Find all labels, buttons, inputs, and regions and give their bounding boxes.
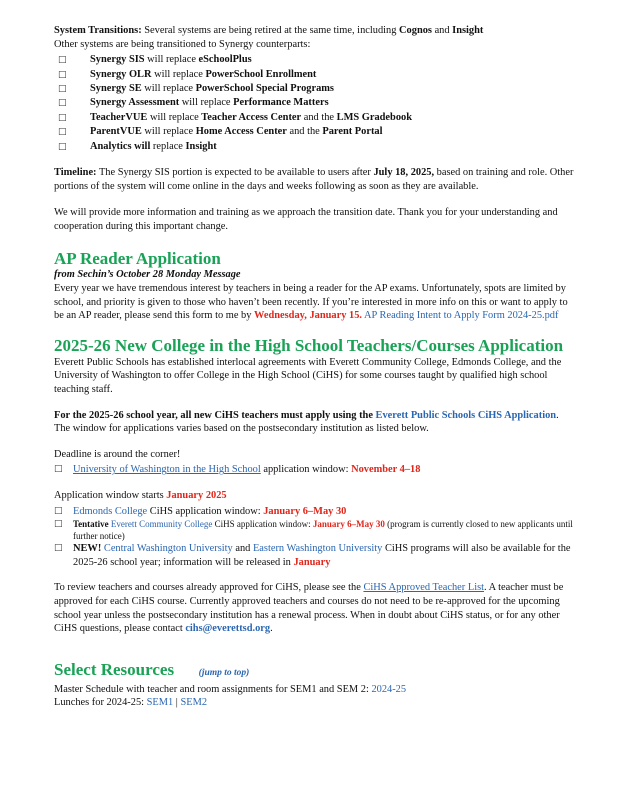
cihs-heading: 2025-26 New College in the High School Teachers/Courses Application (54, 335, 564, 355)
uw-window-text: application window: (260, 464, 352, 476)
review-text: To review teachers and courses already approved for CiHS, please see the (54, 582, 364, 594)
edmonds-link[interactable]: Edmonds College (73, 505, 148, 517)
timeline-text-2: based on training and role. Other portions of the system will come online in the days and weeks following as soon as they are available. (54, 167, 574, 192)
system-old: Insight (185, 140, 217, 152)
list-item (54, 463, 574, 477)
resources-heading-row (54, 660, 574, 683)
approved-list-link[interactable]: CiHS Approved Teacher List (363, 582, 485, 594)
transitions-text: Several systems are being retired at the same time, including (141, 25, 400, 36)
ap-source: from Sechin’s October 28 Monday Message (54, 269, 241, 281)
cihs-intro: Everett Public Schools has established interlocal agreements with Everett Community College, Edmonds College, and the University of Washington to offer College in the High School (CiHS) for some courses taught by qualified high school teaching staff. (54, 356, 562, 395)
review-text-2: . A teacher must be approved for each CiHS course. Currently approved teachers and courses do not need to be re-approved for the upcoming school year unless the postsecondary institution has a renewal process. When in doubt about CiHS status, or for any other CiHS questions, please contact (54, 582, 564, 635)
square-bullet-icon: □ (58, 127, 67, 138)
system-new: Synergy SIS (90, 54, 145, 66)
system-old: PowerSchool Enrollment (205, 68, 317, 80)
square-bullet-icon: □ (58, 98, 67, 109)
square-bullet-icon: □ (58, 141, 67, 152)
cognos-text: Cognos (399, 25, 432, 36)
timeline-paragraph (54, 166, 574, 193)
edmonds-text: CiHS application window: (147, 505, 264, 517)
list-item (54, 542, 574, 569)
tentative-text: CiHS application window: (212, 519, 313, 530)
square-bullet-icon: □ (54, 543, 63, 554)
replace-text: will replace (141, 126, 196, 138)
system-old: PowerSchool Special Programs (195, 83, 334, 94)
timeline-date: July 18, 2025, (373, 167, 435, 179)
system-new: Synergy SE (90, 83, 142, 94)
starts-date: January 2025 (166, 489, 227, 501)
and-text: and (232, 543, 253, 555)
resources-heading: Select Resources (54, 659, 175, 679)
transitions-line2: Other systems are being transitioned to Synergy counterparts: (54, 38, 311, 50)
uw-dates: November 4–18 (351, 464, 421, 476)
separator: | (173, 697, 181, 709)
deadline-text: Deadline is around the corner! (54, 448, 181, 460)
starts-text: Application window starts (54, 489, 167, 501)
document-page (54, 24, 574, 710)
replace-text: will replace (151, 68, 206, 80)
and-the-text: and the (286, 126, 323, 138)
college-list (54, 505, 574, 570)
ap-body-text: Every year we have tremendous interest by teachers in being a reader for the AP exams. Unfortunately, spots are limited by school, and priority is given to those who haven’t been recently. If you’re interested in more info on this or want to apply to be an AP reader, please send this form to me by (54, 283, 568, 322)
list-item (54, 82, 574, 96)
square-bullet-icon: □ (58, 112, 67, 123)
tentative-label: Tentative (73, 519, 109, 530)
list-item (54, 140, 574, 154)
uw-link[interactable]: University of Washington in the High School (73, 464, 261, 476)
replace-text: will replace (141, 83, 196, 94)
review-paragraph (54, 581, 574, 635)
system-new: Analytics will (90, 140, 151, 152)
replace-text: will replace (179, 97, 234, 109)
square-bullet-icon: □ (58, 84, 67, 94)
system-old-2: Parent Portal (322, 126, 383, 138)
jump-to-top-link[interactable]: (jump to top) (198, 667, 250, 678)
master-schedule-line (54, 683, 574, 697)
ap-deadline: Wednesday, January 15. (254, 310, 363, 322)
master-schedule-link[interactable]: 2024-25 (371, 683, 407, 695)
system-old: Home Access Center (195, 126, 287, 138)
system-new: ParentVUE (90, 126, 142, 138)
everett-cc-link[interactable]: Everett Community College (108, 519, 213, 530)
cwu-link[interactable]: Central Washington University (101, 543, 233, 555)
insight-text: Insight (452, 25, 484, 36)
list-item (54, 505, 574, 519)
ap-body (54, 282, 574, 323)
system-new: Synergy Assessment (90, 97, 180, 109)
ewu-link[interactable]: Eastern Washington University (252, 543, 383, 555)
list-item (54, 53, 574, 67)
replace-text: will replace (144, 54, 199, 66)
system-old: Teacher Access Center (201, 111, 302, 123)
list-item (54, 125, 574, 139)
transitions-label: System Transitions: (54, 25, 142, 36)
must-apply-text: For the 2025-26 school year, all new CiHS teachers must apply using the (54, 409, 376, 421)
square-bullet-icon: □ (54, 505, 63, 516)
system-old-2: LMS Gradebook (336, 111, 412, 123)
cwu-date: January (293, 556, 331, 568)
replace-text: replace (150, 140, 186, 152)
edmonds-dates: January 6–May 30 (263, 505, 347, 517)
closing-paragraph: We will provide more information and training as we approach the transition date. Thank you for your understanding and cooperation during this important change. (54, 207, 558, 232)
cihs-must-apply (54, 409, 574, 436)
list-item (54, 518, 574, 542)
system-old: eSchoolPlus (198, 54, 252, 66)
sem2-link[interactable]: SEM2 (180, 697, 208, 709)
ap-form-link[interactable]: AP Reading Intent to Apply Form 2024-25.pdf (362, 310, 559, 322)
transition-list (54, 53, 574, 154)
master-text: Master Schedule with teacher and room assignments for SEM1 and SEM 2: (54, 683, 372, 695)
system-new: Synergy OLR (90, 68, 152, 80)
window-text: . The window for applications varies based on the postsecondary institution as listed below. (54, 409, 559, 435)
cwu-text: CiHS programs will also be available for the 2025-26 school year; information will be released in (73, 543, 571, 568)
list-item (54, 111, 574, 125)
period-text: . (270, 623, 273, 635)
and-text: and (431, 25, 453, 36)
system-new: TeacherVUE (90, 111, 148, 123)
uw-list (54, 463, 574, 477)
list-item (54, 68, 574, 82)
timeline-label: Timeline: (54, 167, 97, 179)
square-bullet-icon: □ (54, 519, 63, 530)
system-old: Performance Matters (233, 97, 329, 109)
transitions-intro (54, 24, 574, 38)
cihs-application-link[interactable]: Everett Public Schools CiHS Application (375, 409, 557, 421)
tentative-note: (program is currently closed to new applicants until further notice) (73, 519, 573, 542)
starts-line (54, 489, 574, 503)
lunches-line (54, 696, 574, 710)
list-item (54, 96, 574, 110)
square-bullet-icon: □ (58, 55, 67, 66)
replace-text: will replace (147, 111, 202, 123)
and-the-text: and the (301, 111, 337, 123)
tentative-dates: January 6–May 30 (312, 519, 385, 530)
cihs-email-link[interactable]: cihs@everettsd.org (185, 623, 271, 635)
square-bullet-icon: □ (54, 464, 63, 475)
ap-heading: AP Reader Application (54, 249, 221, 269)
lunch-text: Lunches for 2024-25: (54, 697, 147, 709)
timeline-text: The Synergy SIS portion is expected to be available to users after (96, 167, 374, 179)
sem1-link[interactable]: SEM1 (146, 697, 174, 709)
square-bullet-icon: □ (58, 69, 67, 80)
new-label: NEW! (73, 543, 102, 555)
